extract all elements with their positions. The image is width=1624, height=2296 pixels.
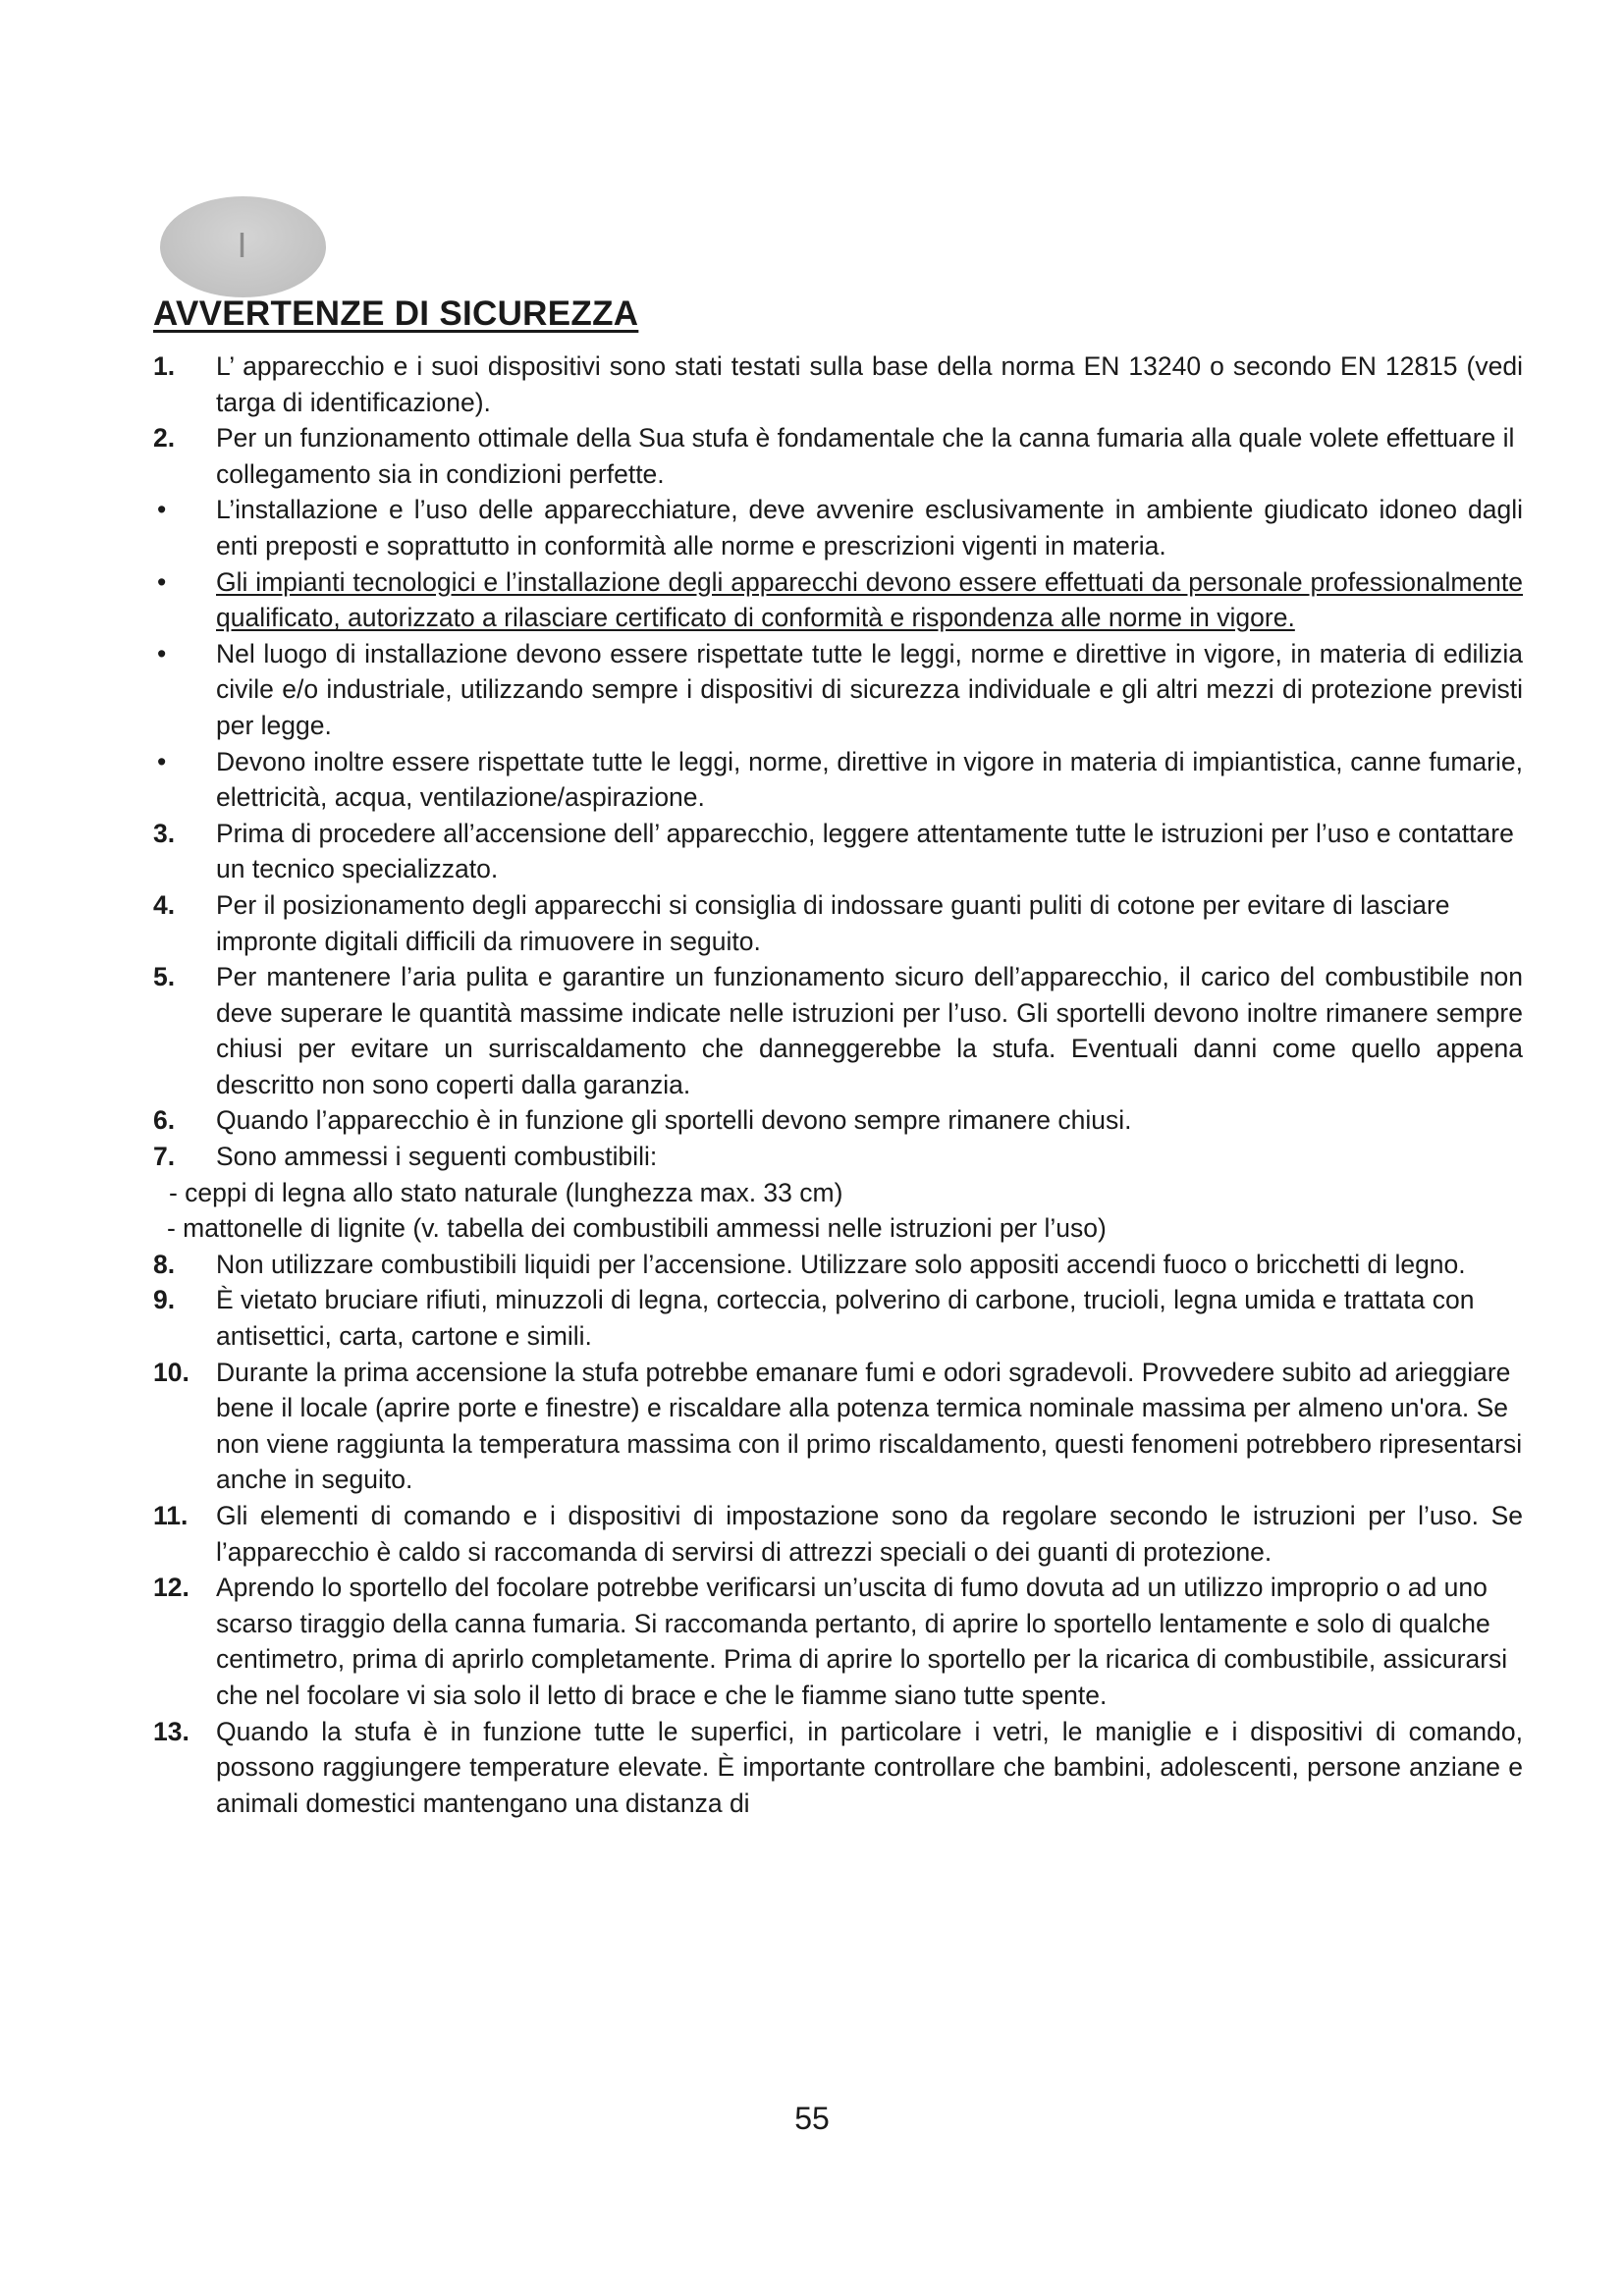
item-text: Nel luogo di installazione devono essere rispettate tutte le leggi, norme e direttive in vigore, in materia di edilizia civile e/o industriale, utilizzando sempre i dispositivi di sicurezza individuale e gli altri mezzi di protezione previsti per legge. <box>216 638 1523 740</box>
item-number: 12. <box>153 1573 189 1603</box>
item-text: L’ apparecchio e i suoi dispositivi sono stati testati sulla base della norma EN 13240 o secondo EN 12815 (vedi targa di identificazione). <box>216 351 1523 417</box>
item-text: Sono ammessi i seguenti combustibili: <box>216 1142 658 1172</box>
item-number: 4. <box>153 889 176 920</box>
item-text: Gli elementi di comando e i dispositivi di impostazione sono da regolare secondo le istruzioni per l’uso. Se l’apparecchio è caldo si raccomanda di servirsi di attrezzi speciali o dei guanti di protezione. <box>216 1501 1523 1567</box>
fuel-list-item: - mattonelle di lignite (v. tabella dei combustibili ammessi nelle istruzioni per l’uso) <box>167 1213 1107 1244</box>
item-text: Per un funzionamento ottimale della Sua stufa è fondamentale che la canna fumaria alla quale volete effettuare il collegamento sia in condizioni perfette. <box>216 423 1515 489</box>
warning-item-10 <box>153 1355 1523 1498</box>
warning-item-13 <box>153 1714 1523 1822</box>
page-number: 55 <box>794 2101 830 2136</box>
warning-item-3 <box>153 816 1523 887</box>
warning-item-5 <box>153 959 1523 1102</box>
item-number: 8. <box>153 1249 176 1279</box>
item-number: 10. <box>153 1357 189 1387</box>
item-number: 7. <box>153 1142 176 1172</box>
bullet-item-installation <box>153 492 1523 563</box>
bullet-item-qualified-personnel <box>153 564 1523 636</box>
bullet-icon: • <box>157 566 167 597</box>
item-text-underlined: Gli impianti tecnologici e l’installazione degli apparecchi devono essere effettuati da personale professionalmente qualificato, autorizzato a rilasciare certificato di conformità e rispondenza alle norme in vigore. <box>216 566 1523 633</box>
item-number: 13. <box>153 1716 189 1746</box>
item-number: 6. <box>153 1105 176 1136</box>
item-number: 2. <box>153 423 176 454</box>
warning-item-7 <box>153 1139 1523 1175</box>
language-badge-label: I <box>237 224 247 265</box>
safety-warnings-list <box>153 348 1523 1821</box>
page-title: AVVERTENZE DI SICUREZZA <box>153 294 639 333</box>
item-text: Durante la prima accensione la stufa potrebbe emanare fumi e odori sgradevoli. Provvedere subito ad arieggiare bene il locale (aprire porte e finestre) e riscaldare alla potenza termica nominale massima per almeno un'ora. Se non viene raggiunta la temperatura massima con il primo riscaldamento, questi fenomeni potrebbero ripresentarsi anche in seguito. <box>216 1357 1523 1495</box>
language-badge <box>160 196 326 297</box>
item-number: 3. <box>153 818 176 848</box>
bullet-icon: • <box>157 495 167 525</box>
item-text: Quando la stufa è in funzione tutte le superfici, in particolare i vetri, le maniglie e i dispositivi di comando, possono raggiungere temperature elevate. È importante controllare che bambini, adolescenti, persone anziane e animali domestici mantengano una distanza di <box>216 1716 1523 1818</box>
warning-item-8 <box>153 1247 1523 1283</box>
item-text: Quando l’apparecchio è in funzione gli sportelli devono sempre rimanere chiusi. <box>216 1105 1132 1136</box>
warning-item-11 <box>153 1498 1523 1570</box>
item-text: Prima di procedere all’accensione dell’ apparecchio, leggere attentamente tutte le istruzioni per l’uso e contattare un tecnico specializzato. <box>216 818 1514 884</box>
item-number: 9. <box>153 1285 176 1315</box>
bullet-item-laws <box>153 636 1523 744</box>
warning-item-12 <box>153 1570 1523 1713</box>
bullet-icon: • <box>157 638 167 668</box>
item-number: 5. <box>153 962 176 992</box>
item-number: 11. <box>153 1501 189 1530</box>
item-text: Per il posizionamento degli apparecchi si consiglia di indossare guanti puliti di cotone per evitare di lasciare impronte digitali difficili da rimuovere in seguito. <box>216 889 1450 956</box>
bullet-icon: • <box>157 746 167 776</box>
item-text: Aprendo lo sportello del focolare potrebbe verificarsi un’uscita di fumo dovuta ad un utilizzo improprio o ad uno scarso tiraggio della canna fumaria. Si raccomanda pertanto, di aprire lo sportello lentamente e solo di qualche centimetro, prima di aprirlo completamente. Prima di aprire lo sportello per la ricarica di combustibile, assicurarsi che nel focolare vi sia solo il letto di brace e che le fiamme siano tutte spente. <box>216 1573 1508 1710</box>
item-text: È vietato bruciare rifiuti, minuzzoli di legna, corteccia, polverino di carbone, trucioli, legna umida e trattata con antisettici, carta, cartone e simili. <box>216 1285 1475 1352</box>
warning-item-1 <box>153 348 1523 420</box>
warning-item-6 <box>153 1102 1523 1139</box>
warning-item-2 <box>153 420 1523 492</box>
bullet-item-regulations <box>153 744 1523 816</box>
warning-item-9 <box>153 1282 1523 1354</box>
fuel-list-item: - ceppi di legna allo stato naturale (lunghezza max. 33 cm) <box>169 1177 843 1207</box>
item-number: 1. <box>153 351 176 381</box>
warning-item-4 <box>153 887 1523 959</box>
item-text: L’installazione e l’uso delle apparecchiature, deve avvenire esclusivamente in ambiente giudicato idoneo dagli enti preposti e soprattutto in conformità alle norme e prescrizioni vigenti in materia. <box>216 495 1523 561</box>
item-text: Per mantenere l’aria pulita e garantire un funzionamento sicuro dell’apparecchio, il carico del combustibile non deve superare le quantità massime indicate nelle istruzioni per l’uso. Gli sportelli devono inoltre rimanere sempre chiusi per evitare un surriscaldamento che danneggerebbe la stufa. Eventuali danni come quello appena descritto non sono coperti dalla garanzia. <box>216 962 1523 1099</box>
item-text: Non utilizzare combustibili liquidi per l’accensione. Utilizzare solo appositi accendi fuoco o bricchetti di legno. <box>216 1249 1466 1279</box>
item-text: Devono inoltre essere rispettate tutte le leggi, norme, direttive in vigore in materia di impiantistica, canne fumarie, elettricità, acqua, ventilazione/aspirazione. <box>216 746 1523 813</box>
